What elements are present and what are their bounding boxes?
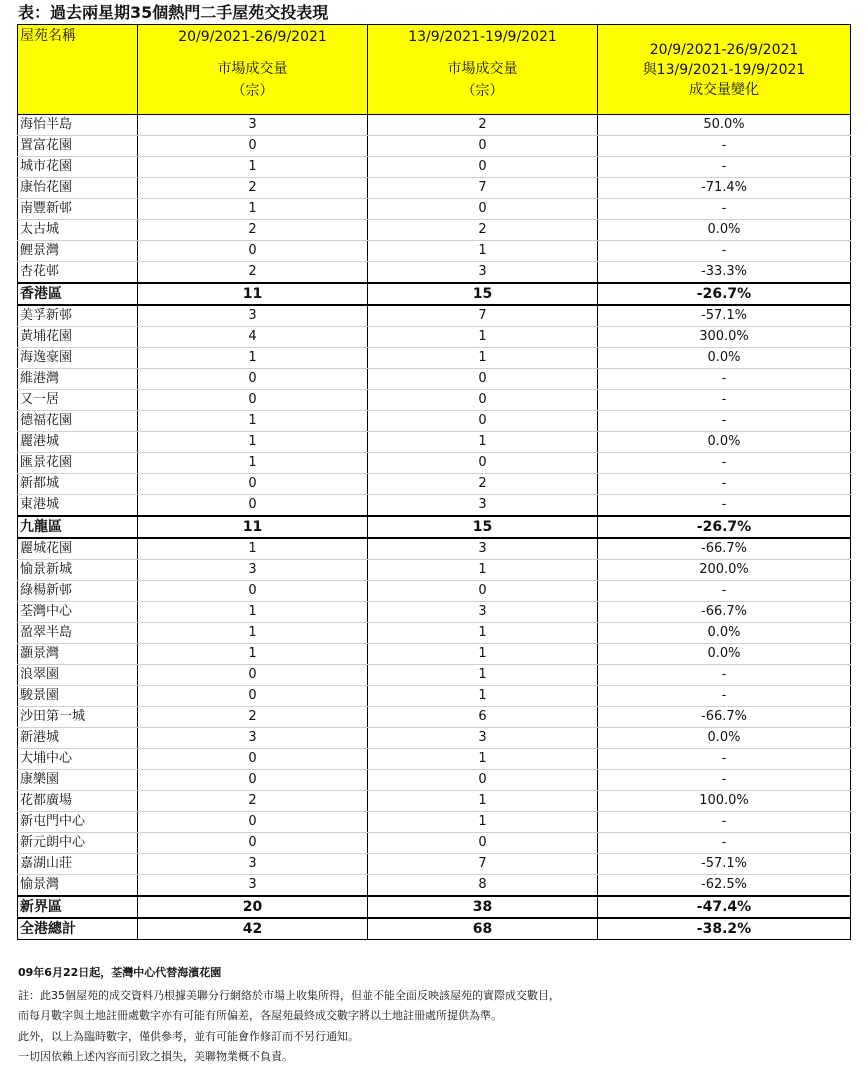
table-row <box>18 791 851 812</box>
cell-period2-volume: 1 <box>368 432 598 453</box>
cell-period1-volume: 1 <box>138 644 368 665</box>
table-row <box>18 581 851 602</box>
cell-period2-volume: 7 <box>368 305 598 327</box>
cell-estate-name: 沙田第一城 <box>18 707 138 728</box>
cell-period2-volume: 1 <box>368 686 598 707</box>
cell-volume-change: - <box>598 474 851 495</box>
cell-period2-volume: 0 <box>368 390 598 411</box>
cell-period2-volume: 3 <box>368 538 598 560</box>
note-line: 此外，以上為臨時數字，僅供參考，並有可能會作修訂而不另行通知。 <box>18 1029 359 1043</box>
cell-estate-name: 愉景新城 <box>18 560 138 581</box>
table-row <box>18 178 851 199</box>
cell-period2-volume: 1 <box>368 348 598 369</box>
cell-period1-volume: 11 <box>138 283 368 305</box>
cell-period1-volume: 1 <box>138 453 368 474</box>
cell-period2-volume: 15 <box>368 283 598 305</box>
cell-period2-volume: 2 <box>368 220 598 241</box>
cell-period1-volume: 0 <box>138 833 368 854</box>
cell-period1-volume: 1 <box>138 348 368 369</box>
cell-estate-name: 綠楊新邨 <box>18 581 138 602</box>
cell-volume-change: - <box>598 770 851 791</box>
header-change <box>598 25 851 115</box>
cell-period1-volume: 11 <box>138 516 368 538</box>
cell-volume-change: -57.1% <box>598 305 851 327</box>
cell-estate-name: 海怡半島 <box>18 115 138 136</box>
note-line: 而每月數字與土地註冊處數字亦有可能有所偏差，各屋苑最終成交數字將以土地註冊處所提供為準。 <box>18 1009 502 1022</box>
cell-period1-volume: 2 <box>138 791 368 812</box>
cell-period2-volume: 7 <box>368 854 598 875</box>
cell-period2-volume: 1 <box>368 749 598 770</box>
note-line: 註：此35個屋苑的成交資料乃根據美聯分行網絡於市場上收集所得，但並不能全面反映該屋苑的實際成交數目， <box>18 988 560 1002</box>
cell-period1-volume: 0 <box>138 136 368 157</box>
estate-transactions-table <box>17 24 851 940</box>
table-row <box>18 749 851 770</box>
cell-estate-name: 花都廣場 <box>18 791 138 812</box>
table-row <box>18 812 851 833</box>
cell-estate-name: 麗港城 <box>18 432 138 453</box>
cell-period1-volume: 1 <box>138 411 368 432</box>
table-row <box>18 432 851 453</box>
cell-volume-change: - <box>598 581 851 602</box>
cell-period2-volume: 0 <box>368 199 598 220</box>
table-body <box>18 115 851 940</box>
cell-period2-volume: 0 <box>368 833 598 854</box>
cell-period2-volume: 1 <box>368 812 598 833</box>
cell-volume-change: - <box>598 686 851 707</box>
cell-volume-change: 300.0% <box>598 327 851 348</box>
cell-estate-name: 維港灣 <box>18 369 138 390</box>
cell-period1-volume: 0 <box>138 770 368 791</box>
table-row <box>18 369 851 390</box>
cell-volume-change: 50.0% <box>598 115 851 136</box>
cell-estate-name: 駿景園 <box>18 686 138 707</box>
cell-estate-name: 新界區 <box>18 896 138 918</box>
cell-period1-volume: 2 <box>138 178 368 199</box>
cell-estate-name: 浪翠園 <box>18 665 138 686</box>
header-change-line2: 與13/9/2021-19/9/2021 <box>642 61 806 78</box>
table-row <box>18 665 851 686</box>
cell-estate-name: 匯景花園 <box>18 453 138 474</box>
header-period1 <box>138 25 368 115</box>
table-row <box>18 136 851 157</box>
table-row <box>18 707 851 728</box>
table-row <box>18 411 851 432</box>
cell-volume-change: - <box>598 812 851 833</box>
header-change-line1: 20/9/2021-26/9/2021 <box>649 41 799 58</box>
table-row <box>18 770 851 791</box>
table-row <box>18 538 851 560</box>
cell-period2-volume: 0 <box>368 453 598 474</box>
cell-volume-change: - <box>598 199 851 220</box>
cell-period2-volume: 0 <box>368 369 598 390</box>
cell-estate-name: 太古城 <box>18 220 138 241</box>
cell-estate-name: 愉景灣 <box>18 875 138 897</box>
cell-volume-change: 0.0% <box>598 623 851 644</box>
cell-volume-change: -47.4% <box>598 896 851 918</box>
cell-period1-volume: 0 <box>138 665 368 686</box>
cell-volume-change: - <box>598 749 851 770</box>
cell-period2-volume: 1 <box>368 665 598 686</box>
cell-period1-volume: 42 <box>138 918 368 940</box>
cell-estate-name: 灝景灣 <box>18 644 138 665</box>
cell-period2-volume: 1 <box>368 791 598 812</box>
cell-period1-volume: 3 <box>138 728 368 749</box>
cell-period1-volume: 2 <box>138 262 368 284</box>
cell-period2-volume: 2 <box>368 474 598 495</box>
cell-volume-change: - <box>598 157 851 178</box>
cell-volume-change: 0.0% <box>598 220 851 241</box>
cell-period1-volume: 1 <box>138 602 368 623</box>
cell-volume-change: -26.7% <box>598 516 851 538</box>
cell-period1-volume: 0 <box>138 390 368 411</box>
cell-estate-name: 新屯門中心 <box>18 812 138 833</box>
cell-volume-change: - <box>598 411 851 432</box>
cell-period2-volume: 1 <box>368 241 598 262</box>
cell-period2-volume: 2 <box>368 115 598 136</box>
cell-volume-change: - <box>598 390 851 411</box>
table-row <box>18 495 851 517</box>
cell-estate-name: 東港城 <box>18 495 138 517</box>
cell-estate-name: 新都城 <box>18 474 138 495</box>
table-row <box>18 241 851 262</box>
cell-estate-name: 城市花園 <box>18 157 138 178</box>
cell-period2-volume: 15 <box>368 516 598 538</box>
cell-period2-volume: 3 <box>368 602 598 623</box>
cell-estate-name: 嘉湖山莊 <box>18 854 138 875</box>
cell-period1-volume: 4 <box>138 327 368 348</box>
header-estate-name: 屋苑名稱 <box>18 25 138 115</box>
cell-period1-volume: 0 <box>138 369 368 390</box>
table-row <box>18 474 851 495</box>
subtotal-row <box>18 283 851 305</box>
cell-period1-volume: 1 <box>138 157 368 178</box>
footnotes <box>18 963 560 1068</box>
cell-estate-name: 新元朗中心 <box>18 833 138 854</box>
cell-period1-volume: 1 <box>138 432 368 453</box>
table-row <box>18 728 851 749</box>
cell-volume-change: -62.5% <box>598 875 851 897</box>
cell-estate-name: 置富花園 <box>18 136 138 157</box>
cell-volume-change: - <box>598 453 851 474</box>
cell-estate-name: 全港總計 <box>18 918 138 940</box>
cell-volume-change: 0.0% <box>598 728 851 749</box>
table-row <box>18 686 851 707</box>
subtotal-row <box>18 896 851 918</box>
cell-period1-volume: 3 <box>138 875 368 897</box>
cell-period1-volume: 3 <box>138 115 368 136</box>
cell-volume-change: 0.0% <box>598 432 851 453</box>
table-row <box>18 262 851 284</box>
table-row <box>18 220 851 241</box>
note-line: 一切因依賴上述內容而引致之損失，美聯物業概不負責。 <box>18 1050 293 1063</box>
cell-period2-volume: 0 <box>368 411 598 432</box>
cell-volume-change: 0.0% <box>598 348 851 369</box>
total-row <box>18 918 851 940</box>
table-row <box>18 157 851 178</box>
note-replacement: 09年6月22日起，荃灣中心代替海濱花園 <box>18 966 222 979</box>
cell-volume-change: - <box>598 833 851 854</box>
cell-volume-change: - <box>598 369 851 390</box>
cell-estate-name: 新港城 <box>18 728 138 749</box>
cell-period2-volume: 0 <box>368 581 598 602</box>
header-period1-unit: （宗） <box>231 83 274 99</box>
cell-period1-volume: 1 <box>138 623 368 644</box>
cell-period2-volume: 7 <box>368 178 598 199</box>
table-row <box>18 348 851 369</box>
cell-period1-volume: 0 <box>138 749 368 770</box>
cell-volume-change: -26.7% <box>598 283 851 305</box>
cell-estate-name: 黃埔花園 <box>18 327 138 348</box>
cell-estate-name: 海逸豪園 <box>18 348 138 369</box>
cell-period2-volume: 0 <box>368 157 598 178</box>
table-row <box>18 327 851 348</box>
cell-estate-name: 南豐新邨 <box>18 199 138 220</box>
cell-estate-name: 杏花邨 <box>18 262 138 284</box>
cell-period2-volume: 3 <box>368 495 598 517</box>
cell-period1-volume: 20 <box>138 896 368 918</box>
cell-period2-volume: 1 <box>368 560 598 581</box>
cell-volume-change: 0.0% <box>598 644 851 665</box>
cell-period1-volume: 3 <box>138 305 368 327</box>
table-row <box>18 623 851 644</box>
cell-estate-name: 九龍區 <box>18 516 138 538</box>
cell-period2-volume: 68 <box>368 918 598 940</box>
table-row <box>18 305 851 327</box>
cell-period2-volume: 0 <box>368 770 598 791</box>
cell-period1-volume: 3 <box>138 560 368 581</box>
cell-estate-name: 康怡花園 <box>18 178 138 199</box>
subtotal-row <box>18 516 851 538</box>
table-row <box>18 453 851 474</box>
cell-volume-change: - <box>598 495 851 517</box>
page-title: 表：過去兩星期35個熱門二手屋苑交投表現 <box>18 3 329 22</box>
cell-period1-volume: 2 <box>138 220 368 241</box>
cell-volume-change: 100.0% <box>598 791 851 812</box>
table-row <box>18 854 851 875</box>
table-row <box>18 833 851 854</box>
cell-volume-change: -38.2% <box>598 918 851 940</box>
cell-period2-volume: 3 <box>368 728 598 749</box>
cell-period1-volume: 1 <box>138 538 368 560</box>
cell-estate-name: 康樂園 <box>18 770 138 791</box>
cell-volume-change: -66.7% <box>598 602 851 623</box>
header-period2-volume: 市場成交量 <box>447 61 518 77</box>
header-period1-volume: 市場成交量 <box>217 61 288 77</box>
header-period2-range: 13/9/2021-19/9/2021 <box>408 29 557 45</box>
header-period1-range: 20/9/2021-26/9/2021 <box>178 29 327 45</box>
table-row <box>18 199 851 220</box>
cell-period1-volume: 3 <box>138 854 368 875</box>
table-row <box>18 115 851 136</box>
cell-period1-volume: 2 <box>138 707 368 728</box>
cell-period2-volume: 38 <box>368 896 598 918</box>
cell-period1-volume: 1 <box>138 199 368 220</box>
cell-period2-volume: 8 <box>368 875 598 897</box>
cell-period1-volume: 0 <box>138 686 368 707</box>
cell-volume-change: 200.0% <box>598 560 851 581</box>
cell-period1-volume: 0 <box>138 474 368 495</box>
table-row <box>18 390 851 411</box>
cell-period2-volume: 6 <box>368 707 598 728</box>
cell-volume-change: - <box>598 241 851 262</box>
cell-estate-name: 大埔中心 <box>18 749 138 770</box>
header-period2-unit: （宗） <box>461 83 504 99</box>
table-header-row <box>18 25 851 115</box>
cell-period1-volume: 0 <box>138 241 368 262</box>
table-row <box>18 602 851 623</box>
cell-volume-change: -71.4% <box>598 178 851 199</box>
header-period2 <box>368 25 598 115</box>
cell-volume-change: - <box>598 136 851 157</box>
table-row <box>18 560 851 581</box>
cell-estate-name: 香港區 <box>18 283 138 305</box>
table-row <box>18 875 851 897</box>
table-row <box>18 644 851 665</box>
cell-estate-name: 荃灣中心 <box>18 602 138 623</box>
cell-volume-change: -66.7% <box>598 707 851 728</box>
cell-volume-change: -33.3% <box>598 262 851 284</box>
cell-estate-name: 鯉景灣 <box>18 241 138 262</box>
cell-period1-volume: 0 <box>138 581 368 602</box>
cell-estate-name: 盈翠半島 <box>18 623 138 644</box>
cell-period2-volume: 1 <box>368 644 598 665</box>
cell-volume-change: - <box>598 665 851 686</box>
cell-period2-volume: 1 <box>368 623 598 644</box>
cell-period1-volume: 0 <box>138 495 368 517</box>
cell-estate-name: 又一居 <box>18 390 138 411</box>
cell-estate-name: 德福花園 <box>18 411 138 432</box>
cell-period1-volume: 0 <box>138 812 368 833</box>
cell-period2-volume: 1 <box>368 327 598 348</box>
cell-estate-name: 美孚新邨 <box>18 305 138 327</box>
cell-volume-change: -66.7% <box>598 538 851 560</box>
cell-period2-volume: 0 <box>368 136 598 157</box>
header-change-line3: 成交量變化 <box>689 81 759 98</box>
cell-estate-name: 麗城花園 <box>18 538 138 560</box>
cell-volume-change: -57.1% <box>598 854 851 875</box>
cell-period2-volume: 3 <box>368 262 598 284</box>
